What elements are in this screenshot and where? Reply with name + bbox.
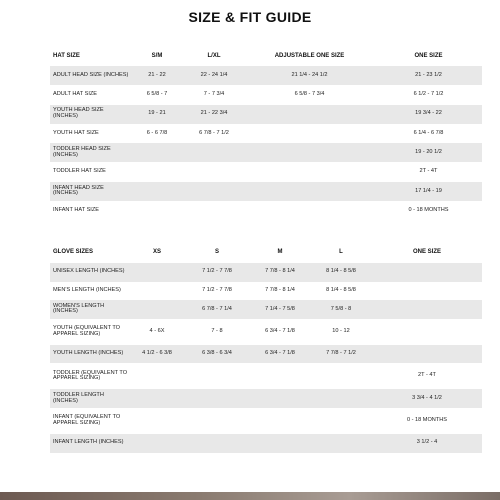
row-label: TODDLER HEAD SIZE (INCHES) [50,143,130,162]
table-cell: 7 5/8 - 8 [310,300,372,319]
table-cell [244,105,375,124]
table-cell [130,162,184,181]
table-cell [244,201,375,220]
table-cell: 6 1/4 - 6 7/8 [413,129,444,136]
table-cell [130,263,184,282]
table-cell: 7 - 7 3/4 [203,91,225,98]
table-cell: 8 1/4 - 8 5/8 [310,263,372,282]
hat-header-adjustable: ADJUSTABLE ONE SIZE [274,52,345,59]
glove-header-m: M [277,248,283,255]
table-cell: 17 1/4 - 19 [375,182,482,201]
table-cell [250,363,310,389]
table-cell: 21 - 22 [130,66,184,85]
hat-header-one-size: ONE SIZE [414,52,443,59]
glove-header-label: GLOVE SIZES [53,248,94,255]
table-cell: 6 7/8 - 7 1/2 [199,129,229,136]
row-label: YOUTH (EQUIVALENT TO APPAREL SIZING) [53,324,121,337]
table-cell: 21 1/4 - 24 1/2 [244,66,375,85]
table-cell [250,389,310,408]
table-row [50,363,482,389]
table-cell [244,162,375,181]
glove-header-l: L [339,248,343,255]
table-row [50,201,482,220]
table-cell: 7 7/8 - 8 1/4 [250,263,310,282]
table-row [50,105,482,124]
row-label: INFANT LENGTH (INCHES) [50,434,130,453]
table-cell [184,201,244,220]
glove-header-s: S [214,248,219,255]
table-cell: 6 7/8 - 7 1/4 [184,300,250,319]
table-row [50,345,482,364]
glove-table-header [50,241,482,263]
table-cell [310,363,372,389]
table-cell [372,319,482,345]
table-cell: 2T - 4T [419,168,438,175]
glove-header-xs: XS [152,248,161,255]
table-cell [130,182,184,201]
hat-size-table [50,46,482,220]
table-cell [310,408,372,434]
table-cell: 6 1/2 - 7 1/2 [413,91,444,98]
table-cell: 8 1/4 - 8 5/8 [326,286,356,293]
table-cell [184,389,250,408]
table-cell [310,389,372,408]
row-label: YOUTH HAT SIZE [53,129,99,136]
table-cell: 6 - 6 7/8 [146,129,168,136]
table-row [50,143,482,162]
table-cell: 6 5/8 - 7 [146,91,168,98]
row-label: INFANT HAT SIZE [53,206,99,213]
row-label: TODDLER LENGTH (INCHES) [50,389,130,408]
table-cell [184,408,250,434]
table-cell: 3 3/4 - 4 1/2 [372,389,482,408]
table-row [50,162,482,181]
table-row [50,300,482,319]
table-cell [130,300,184,319]
table-cell [184,143,244,162]
table-cell: 19 - 20 1/2 [375,143,482,162]
table-row [50,182,482,201]
table-cell: 21 - 23 1/2 [375,66,482,85]
table-cell: 19 - 21 [130,105,184,124]
glove-header-one-size: ONE SIZE [412,248,441,255]
table-cell [372,282,482,301]
table-cell: 6 3/4 - 7 1/8 [265,327,295,334]
table-cell [184,162,244,181]
table-cell: 6 5/8 - 7 3/4 [294,91,325,98]
table-row [50,124,482,143]
table-cell: 6 3/8 - 6 3/4 [184,345,250,364]
table-cell: 3 1/2 - 4 [372,434,482,453]
row-label: TODDLER HAT SIZE [53,168,106,175]
table-cell [250,408,310,434]
table-cell: 21 - 22 3/4 [184,105,244,124]
table-row [50,282,482,301]
table-cell: 4 - 6X [149,327,165,334]
table-cell [372,263,482,282]
table-cell [372,300,482,319]
row-label: INFANT HEAD SIZE (INCHES) [50,182,130,201]
table-cell [184,182,244,201]
row-label: INFANT (EQUIVALENT TO APPAREL SIZING) [53,414,121,426]
table-cell: 2T - 4T [418,372,436,379]
table-cell [130,434,184,453]
table-row [50,389,482,408]
row-label: UNISEX LENGTH (INCHES) [50,263,130,282]
row-label: WOMEN'S LENGTH (INCHES) [50,300,130,319]
table-cell: 10 - 12 [332,327,350,334]
row-label: YOUTH HEAD SIZE (INCHES) [50,105,130,124]
glove-size-table [50,241,482,453]
table-cell [130,389,184,408]
hat-header-sm: S/M [151,52,163,59]
row-label: MEN'S LENGTH (INCHES) [53,286,121,293]
table-cell: 7 7/8 - 8 1/4 [265,286,295,293]
table-cell: 0 - 18 MONTHS [408,206,449,213]
table-row [50,408,482,434]
table-cell: 7 - 8 [211,327,223,334]
table-cell: 7 7/8 - 7 1/2 [310,345,372,364]
table-cell [130,282,184,301]
row-label: YOUTH LENGTH (INCHES) [50,345,130,364]
table-cell: 19 3/4 - 22 [375,105,482,124]
row-label: ADULT HEAD SIZE (INCHES) [50,66,130,85]
hat-header-lxl: L/XL [207,52,221,59]
table-cell [184,434,250,453]
table-row [50,434,482,453]
table-cell: 0 - 18 MONTHS [406,417,448,424]
table-cell [244,143,375,162]
page-title: SIZE & FIT GUIDE [188,9,312,25]
table-cell [310,434,372,453]
table-cell: 7 1/2 - 7 7/8 [184,263,250,282]
table-cell [244,182,375,201]
table-cell [130,408,184,434]
table-cell [244,124,375,143]
bottom-photo-strip [0,492,500,500]
table-row [50,85,482,104]
table-cell [130,201,184,220]
table-cell: 4 1/2 - 6 3/8 [130,345,184,364]
table-row [50,66,482,85]
table-cell: 22 - 24 1/4 [184,66,244,85]
table-row [50,319,482,345]
hat-header-label: HAT SIZE [53,52,80,59]
table-cell [372,345,482,364]
table-cell [250,434,310,453]
row-label: TODDLER (EQUIVALENT TO APPAREL SIZING) [53,369,128,382]
table-cell [184,363,250,389]
table-row [50,263,482,282]
table-cell [130,143,184,162]
table-cell [130,363,184,389]
table-cell: 7 1/2 - 7 7/8 [202,286,232,293]
table-cell: 7 1/4 - 7 5/8 [250,300,310,319]
row-label: ADULT HAT SIZE [53,91,98,98]
hat-table-header [50,46,482,66]
table-cell: 6 3/4 - 7 1/8 [250,345,310,364]
